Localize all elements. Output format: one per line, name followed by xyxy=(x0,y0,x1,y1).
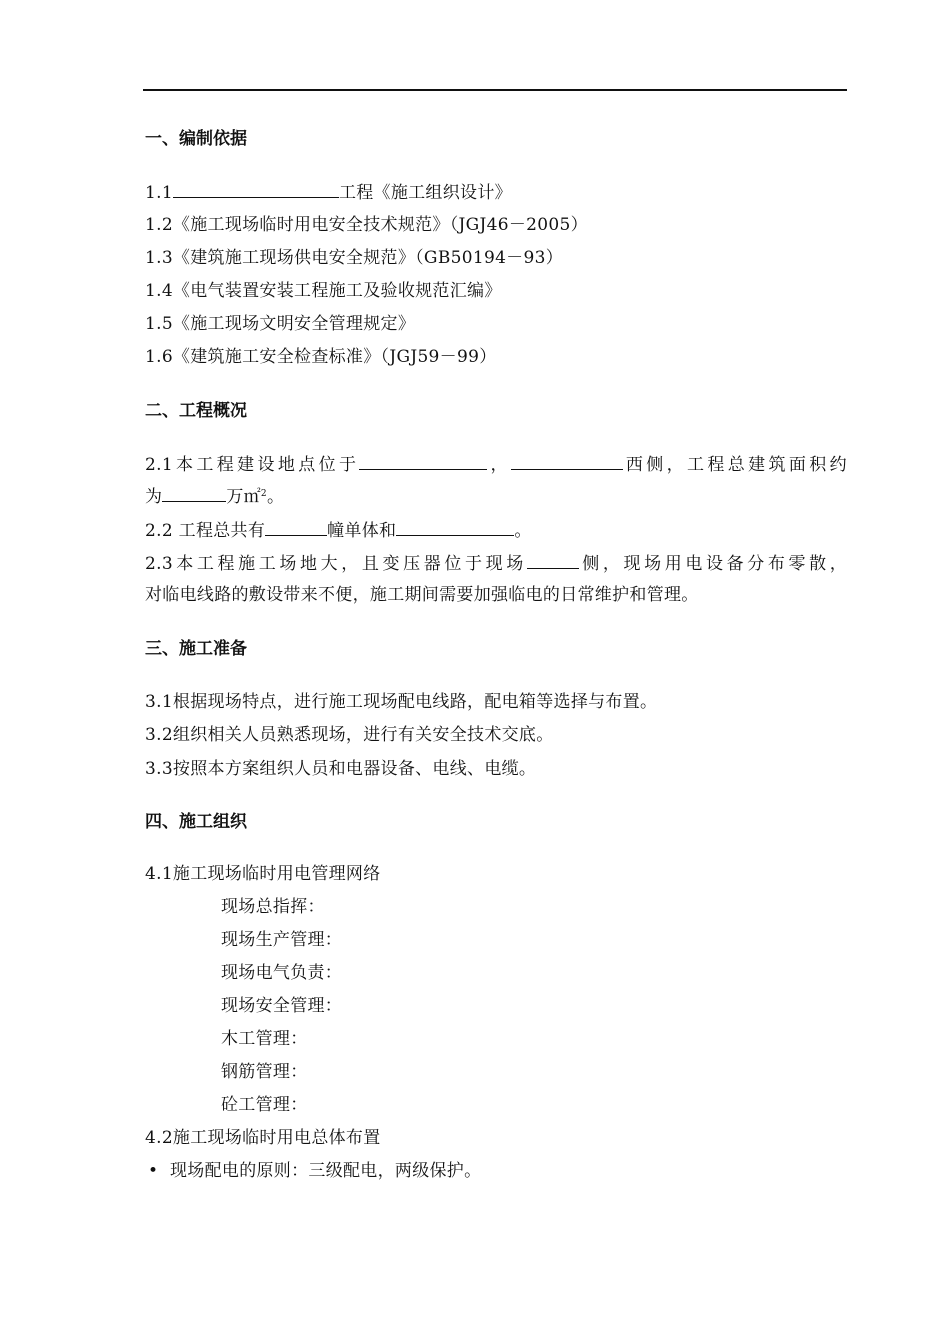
prep-item-3: 3.3按照本方案组织人员和电器设备、电线、电缆。 xyxy=(145,759,537,779)
overview-p2-text-b: 幢单体和 xyxy=(327,521,397,541)
org-item-2: 4.2施工现场临时用电总体布置 xyxy=(145,1128,381,1148)
overview-para-1-line-1 xyxy=(145,453,847,476)
section-3-title: 三、施工准备 xyxy=(145,639,247,659)
section-2-title: 二、工程概况 xyxy=(145,401,247,421)
basis-item-4: 1.4《电气装置安装工程施工及验收规范汇编》 xyxy=(145,281,502,301)
overview-para-3-line-1 xyxy=(145,552,847,575)
other-structures-blank[interactable] xyxy=(396,519,514,536)
overview-p1-text-c: 西侧，工程总建筑面积约 xyxy=(622,455,847,475)
overview-p1-comma: ， xyxy=(487,455,511,475)
overview-para-1-line-2 xyxy=(145,485,284,508)
section-4-title: 四、施工组织 xyxy=(145,812,247,832)
overview-p2-period: 。 xyxy=(514,521,532,541)
building-count-blank[interactable] xyxy=(265,519,327,536)
overview-p3-text-b: 侧，现场用电设备分布零散， xyxy=(578,554,847,574)
prep-item-2: 3.2组织相关人员熟悉现场，进行有关安全技术交底。 xyxy=(145,725,554,745)
bullet-dot-icon: • xyxy=(148,1161,159,1181)
bullet-item xyxy=(148,1160,481,1182)
basis-item-1 xyxy=(145,181,512,204)
overview-p1-text-a: 2.1本工程建设地点位于 xyxy=(145,455,360,475)
overview-p1-period: 。 xyxy=(266,487,285,507)
basis-item-1-prefix: 1.1 xyxy=(145,183,173,203)
area-blank[interactable] xyxy=(162,485,226,502)
project-name-blank[interactable] xyxy=(173,181,339,198)
org-item-1: 4.1施工现场临时用电管理网络 xyxy=(145,864,381,884)
overview-p1-text-d: 为 xyxy=(145,487,163,507)
header-rule xyxy=(143,89,847,91)
overview-para-3-line-2: 对临电线路的敷设带来不便，施工期间需要加强临电的日常维护和管理。 xyxy=(145,585,699,605)
landmark-blank[interactable] xyxy=(511,453,623,470)
basis-item-5: 1.5《施工现场文明安全管理规定》 xyxy=(145,314,416,334)
role-electrical-lead: 现场电气负责： xyxy=(221,963,343,983)
role-site-commander: 现场总指挥： xyxy=(221,897,325,917)
overview-p2-text-a: 2.2 工程总共有 xyxy=(145,521,266,541)
location-blank[interactable] xyxy=(359,453,487,470)
bullet-text: 现场配电的原则：三级配电，两级保护。 xyxy=(170,1161,482,1181)
role-carpentry-manager: 木工管理： xyxy=(221,1029,308,1049)
prep-item-1: 3.1根据现场特点，进行施工现场配电线路，配电箱等选择与布置。 xyxy=(145,692,658,712)
basis-item-6: 1.6《建筑施工安全检查标准》（JGJ59－99） xyxy=(145,347,497,367)
role-rebar-manager: 钢筋管理： xyxy=(221,1062,308,1082)
transformer-side-blank[interactable] xyxy=(527,552,579,569)
overview-p1-sup: 2 xyxy=(260,489,267,499)
basis-item-3: 1.3《建筑施工现场供电安全规范》（GB50194－93） xyxy=(145,248,564,268)
role-production-manager: 现场生产管理： xyxy=(221,930,343,950)
overview-p3-text-a: 2.3本工程施工场地大，且变压器位于现场 xyxy=(145,554,527,574)
section-1-title: 一、编制依据 xyxy=(145,129,247,149)
role-safety-manager: 现场安全管理： xyxy=(221,996,343,1016)
basis-item-1-suffix: 工程《施工组织设计》 xyxy=(338,183,512,203)
role-concrete-manager: 砼工管理： xyxy=(221,1095,308,1115)
basis-item-2: 1.2《施工现场临时用电安全技术规范》（JGJ46－2005） xyxy=(145,215,588,235)
overview-para-2 xyxy=(145,519,532,542)
overview-p1-unit: 万㎡ xyxy=(226,487,261,507)
